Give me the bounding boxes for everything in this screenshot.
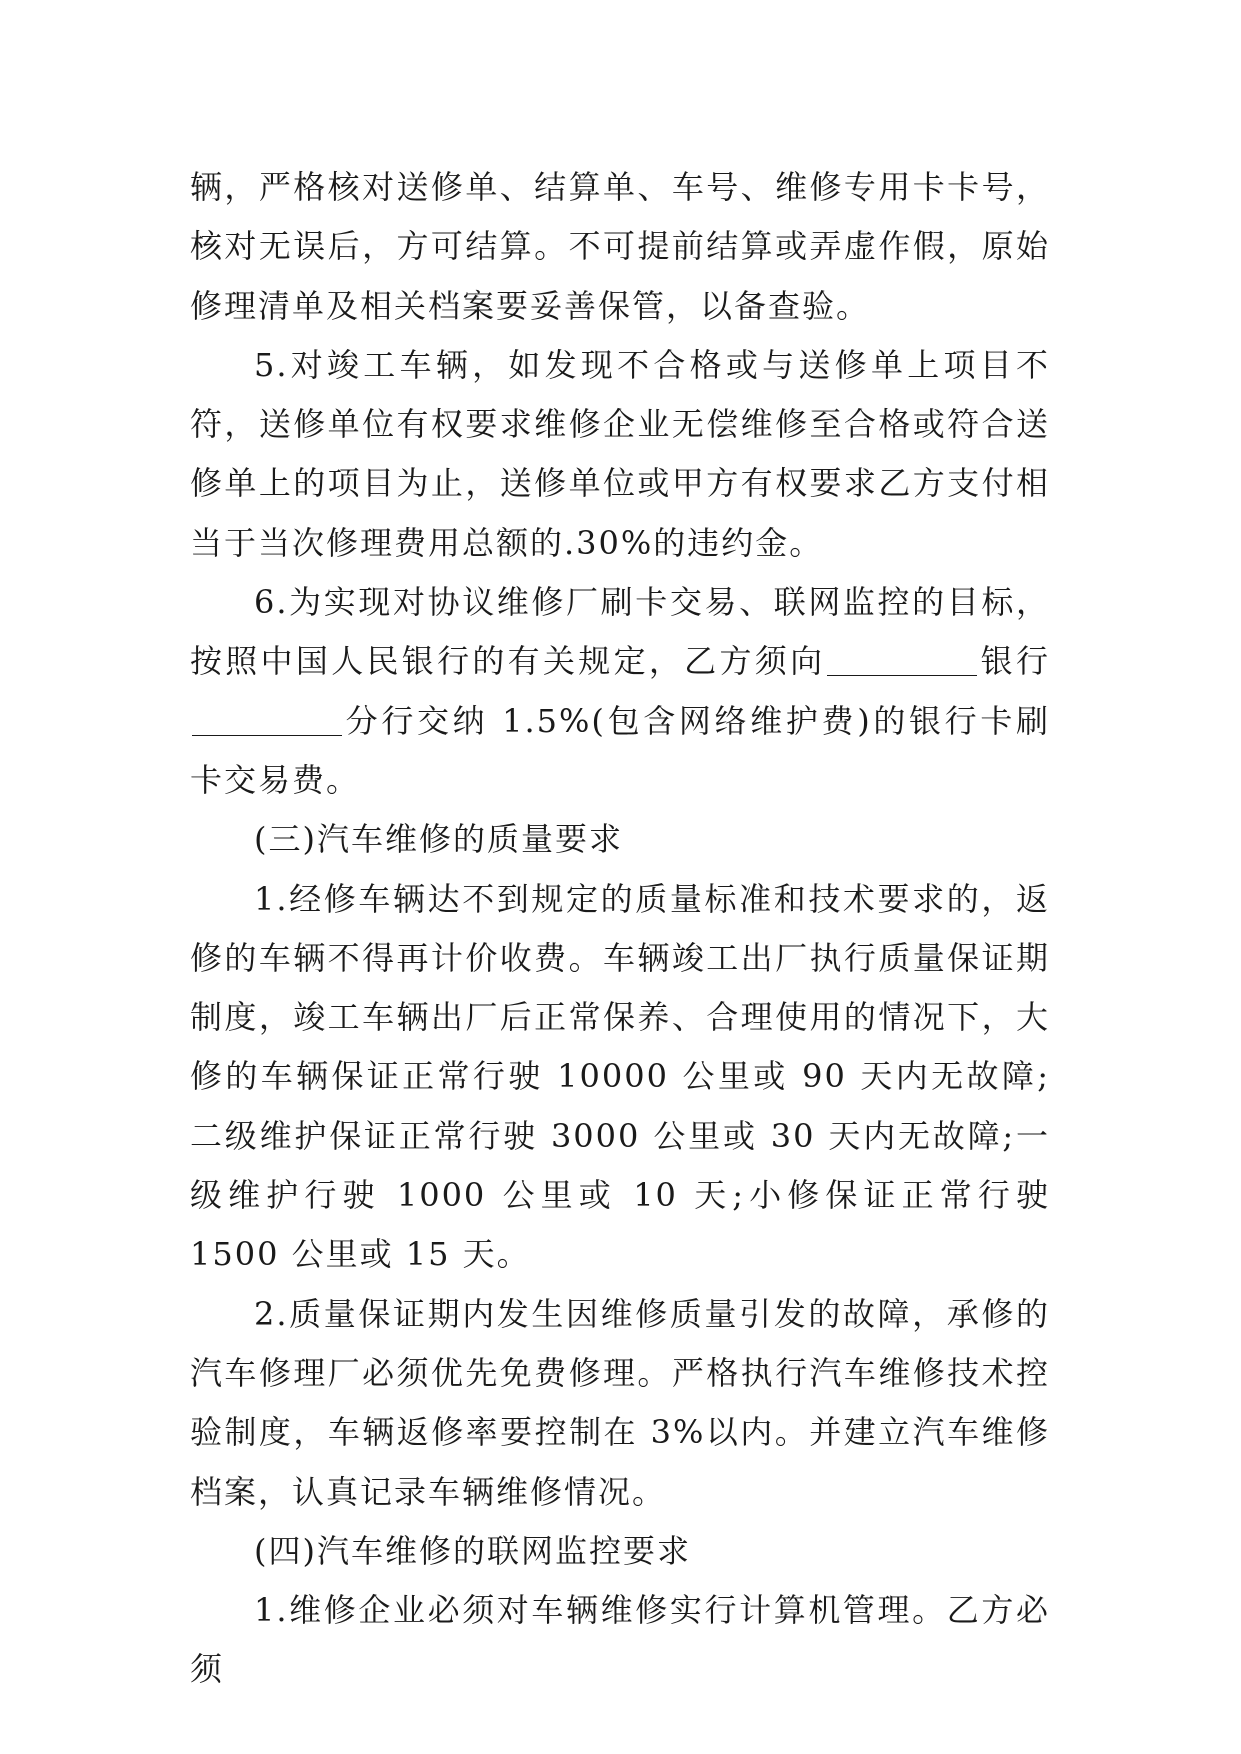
document-body (190, 158, 1050, 1700)
paragraph-quality-item-2: 2.质量保证期内发生因维修质量引发的故障，承修的汽车修理厂必须优先免费修理。严格执行汽车维修技术控验制度，车辆返修率要控制在 3%以内。并建立汽车维修档案，认真记录车辆维修情况。 (190, 1294, 1050, 1511)
section-heading-quality: (三)汽车维修的质量要求 (254, 820, 623, 859)
paragraph-monitoring-item-1: 1.维修企业必须对车辆维修实行计算机管理。乙方必须 (190, 1591, 1050, 1689)
paragraph-item-5: 5.对竣工车辆，如发现不合格或与送修单上项目不符，送修单位有权要求维修企业无偿维修至合格或符合送修单上的项目为止，送修单位或甲方有权要求乙方支付相当于当次修理费用总额的.30%的违约金。 (190, 345, 1050, 562)
paragraph-item-6-part2: 银行 (979, 642, 1050, 681)
paragraph-item-6 (190, 573, 1050, 810)
blank-bank-name (827, 643, 977, 676)
paragraph-item-6-part1: 6.为实现对协议维修厂刷卡交易、联网监控的目标，按照中国人民银行的有关规定，乙方须向 (190, 583, 1050, 681)
blank-branch-name (192, 703, 342, 736)
paragraph-quality-item-1: 1.经修车辆达不到规定的质量标准和技术要求的，返修的车辆不得再计价收费。车辆竣工出厂执行质量保证期制度，竣工车辆出厂后正常保养、合理使用的情况下，大修的车辆保证正常行驶 10000 公里或 90 天内无故障;二级维护保证正常行驶 3000 公里或 30 天内无故障;一级维护行驶 1000 公里或 10 天;小修保证正常行驶 1500 公里或 15 天。 (190, 879, 1050, 1274)
paragraph-settlement-continuation: 辆，严格核对送修单、结算单、车号、维修专用卡卡号，核对无误后，方可结算。不可提前结算或弄虚作假，原始修理清单及相关档案要妥善保管，以备查验。 (190, 168, 1050, 325)
paragraph-item-6-part3: 分行交纳 1.5%(包含网络维护费)的银行卡刷卡交易费。 (190, 701, 1050, 799)
section-heading-monitoring: (四)汽车维修的联网监控要求 (254, 1531, 691, 1570)
